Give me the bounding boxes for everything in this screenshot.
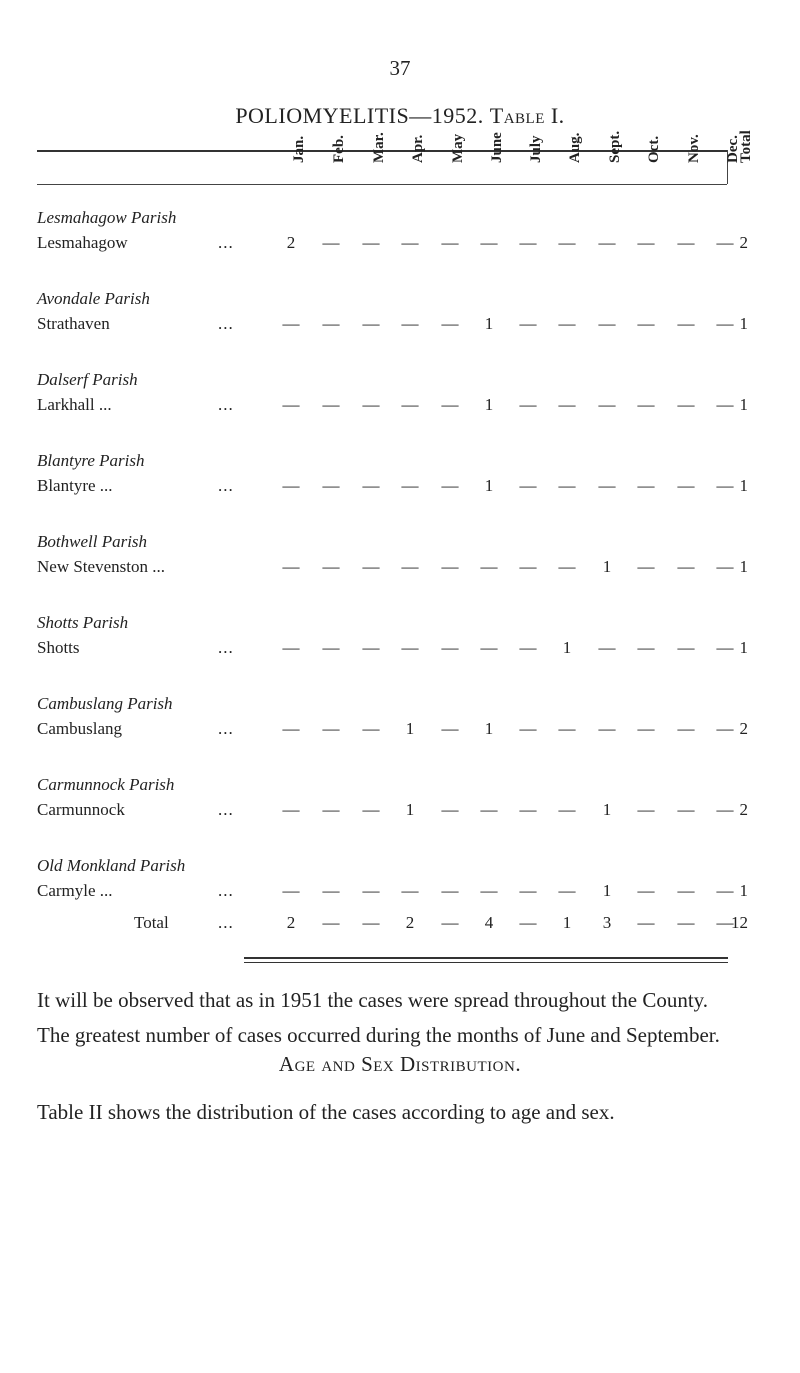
month-header-5: June [489,132,505,163]
table-cell: — [598,314,616,333]
table-cell: — [401,557,419,576]
leader-dots: ... [218,913,234,932]
totals-cell: — [637,913,655,932]
leader-dots: ... [218,395,234,414]
row-total: 1 [739,314,748,333]
table-cell: — [558,557,576,576]
table-cell: — [519,476,537,495]
table-cell: — [637,233,655,252]
place-name: New Stevenston ... [37,557,165,576]
table-cell: — [401,395,419,414]
table-cell: — [322,881,340,900]
table-cell: — [716,395,734,414]
page-title [0,103,800,129]
table-cell: — [322,638,340,657]
paragraph-greatest-months: The greatest number of cases occurred during the months of June and September. [37,1023,720,1047]
table-cell: — [282,476,300,495]
table-cell: — [362,314,380,333]
leader-dots: ... [218,314,234,333]
table-cell: — [362,638,380,657]
table-cell: — [716,557,734,576]
month-header-6: July [528,135,544,163]
leader-dots: ... [218,233,234,252]
table-cell: — [282,881,300,900]
table-cell: — [322,476,340,495]
table-cell: — [716,638,734,657]
table-cell: — [598,719,616,738]
month-header-4: May [450,133,466,163]
table-cell: — [558,800,576,819]
table-cell: — [716,719,734,738]
table-cell: 1 [484,395,494,414]
table-cell: — [362,395,380,414]
table-cell: — [480,800,498,819]
table-cell: — [322,557,340,576]
place-name: Strathaven [37,314,110,333]
table-cell: — [598,233,616,252]
table-cell: 2 [286,233,296,252]
month-header-2: Mar. [371,132,387,163]
table-cell: — [401,233,419,252]
table-cell: 1 [602,881,612,900]
totals-cell: 3 [602,913,612,932]
table-cell: — [441,476,459,495]
place-name: Shotts [37,638,80,657]
table-cell: — [677,395,695,414]
parish-name: Shotts Parish [37,613,129,632]
row-total: 2 [739,719,748,738]
table-cell: — [677,800,695,819]
totals-cell: 2 [286,913,296,932]
leader-dots: ... [218,800,234,819]
table-cell: — [637,800,655,819]
table-cell: — [519,557,537,576]
table-cell: 1 [602,557,612,576]
grand-total: 12 [731,913,748,932]
table-cell: — [401,638,419,657]
parish-name: Lesmahagow Parish [37,208,177,227]
table-cell: — [322,233,340,252]
table-cell: — [282,395,300,414]
month-header-8: Sept. [607,130,623,163]
row-total: 1 [739,881,748,900]
table-cell: — [677,476,695,495]
table-cell: — [362,233,380,252]
table-cell: — [677,638,695,657]
table-cell: — [677,233,695,252]
table-cell: — [677,314,695,333]
table-cell: — [677,557,695,576]
table-cell: — [519,881,537,900]
table-cell: — [558,233,576,252]
table-cell: — [322,719,340,738]
totals-label: Total [134,913,169,932]
parish-name: Blantyre Parish [37,451,145,470]
month-header-9: Oct. [646,135,662,163]
table-cell: — [637,719,655,738]
totals-cell: — [441,913,459,932]
paragraph-spread: It will be observed that as in 1951 the cases were spread throughout the County. [37,988,709,1012]
month-header-0: Jan. [291,135,307,163]
table-cell: — [480,557,498,576]
table-cell: — [441,638,459,657]
table-cell: — [519,800,537,819]
table-cell: — [716,233,734,252]
table-bottom-rule-inner [244,962,728,963]
parish-name: Carmunnock Parish [37,775,175,794]
table-cell: — [282,638,300,657]
table-cell: — [362,476,380,495]
title-table: Table I. [489,103,565,128]
table-cell: — [480,638,498,657]
parish-name: Dalserf Parish [37,370,138,389]
table-cell: 1 [602,800,612,819]
table-cell: — [362,800,380,819]
table-cell: 1 [484,314,494,333]
leader-dots: ... [218,719,234,738]
table-cell: — [677,881,695,900]
totals-cell: 1 [562,913,572,932]
totals-cell: 4 [484,913,494,932]
leader-dots: ... [218,638,234,657]
parish-name: Old Monkland Parish [37,856,186,875]
table-cell: — [441,557,459,576]
month-header-10: Nov. [686,134,702,163]
row-total: 1 [739,476,748,495]
leader-dots: ... [218,881,234,900]
table-cell: — [519,638,537,657]
row-total: 2 [739,800,748,819]
totals-cell: — [322,913,340,932]
table-cell: — [558,476,576,495]
table-cell: 1 [405,800,415,819]
table-cell: — [322,800,340,819]
table-cell: 1 [484,476,494,495]
table-cell: — [362,557,380,576]
table-cell: — [322,314,340,333]
table-cell: — [637,638,655,657]
table-cell: — [716,800,734,819]
table-cell: — [519,314,537,333]
row-total: 1 [739,395,748,414]
total-header: Total [738,130,754,163]
table-cell: — [637,557,655,576]
totals-cell: 2 [405,913,415,932]
row-total: 2 [739,233,748,252]
place-name: Carmunnock [37,800,125,819]
month-header-1: Feb. [331,135,347,163]
table-cell: — [441,314,459,333]
table-cell: — [598,395,616,414]
table-cell: — [282,557,300,576]
table-cell: 1 [484,719,494,738]
table-cell: — [677,719,695,738]
table-cell: — [716,476,734,495]
leader-dots: ... [218,476,234,495]
table-cell: — [282,800,300,819]
table-cell: — [716,314,734,333]
place-name: Cambuslang [37,719,122,738]
table-cell: — [401,476,419,495]
table-cell: — [716,881,734,900]
month-header-11: Dec. [725,135,741,163]
totals-cell: — [519,913,537,932]
table-cell: — [558,881,576,900]
table-cell: — [558,719,576,738]
parish-name: Bothwell Parish [37,532,148,551]
table-cell: — [637,395,655,414]
table-cell: 1 [562,638,572,657]
table-cell: — [441,881,459,900]
table-cell: — [519,719,537,738]
table-cell: — [441,233,459,252]
table-cell: — [401,881,419,900]
table-cell: — [441,395,459,414]
place-name: Lesmahagow [37,233,128,252]
table-cell: — [519,395,537,414]
month-header-7: Aug. [567,132,583,163]
table-cell: — [480,233,498,252]
table-cell: 1 [405,719,415,738]
row-total: 1 [739,638,748,657]
place-name: Blantyre ... [37,476,113,495]
table-cell: — [637,476,655,495]
table-cell: — [362,881,380,900]
table-cell: — [480,881,498,900]
month-header-3: Apr. [410,134,426,163]
page-number: 37 [389,56,411,80]
table-header-rule [37,184,727,185]
place-name: Larkhall ... [37,395,112,414]
table-cell: — [441,800,459,819]
table-cell: — [637,314,655,333]
parish-name: Avondale Parish [37,289,150,308]
table-cell: — [519,233,537,252]
table-cell: — [598,638,616,657]
table-cell: — [282,314,300,333]
totals-cell: — [716,913,734,932]
table-cell: — [322,395,340,414]
title-main: POLIOMYELITIS—1952. [235,103,484,128]
totals-cell: — [362,913,380,932]
paragraph-table-two: Table II shows the distribution of the cases according to age and sex. [37,1100,615,1124]
row-total: 1 [739,557,748,576]
table-cell: — [401,314,419,333]
section-heading: Age and Sex Distribution. [278,1052,522,1076]
table-cell: — [282,719,300,738]
table-bottom-rule [244,957,728,959]
table-cell: — [362,719,380,738]
parish-name: Cambuslang Parish [37,694,173,713]
table-cell: — [637,881,655,900]
table-cell: — [558,395,576,414]
place-name: Carmyle ... [37,881,113,900]
table-cell: — [441,719,459,738]
table-cell: — [558,314,576,333]
table-cell: — [598,476,616,495]
totals-cell: — [677,913,695,932]
